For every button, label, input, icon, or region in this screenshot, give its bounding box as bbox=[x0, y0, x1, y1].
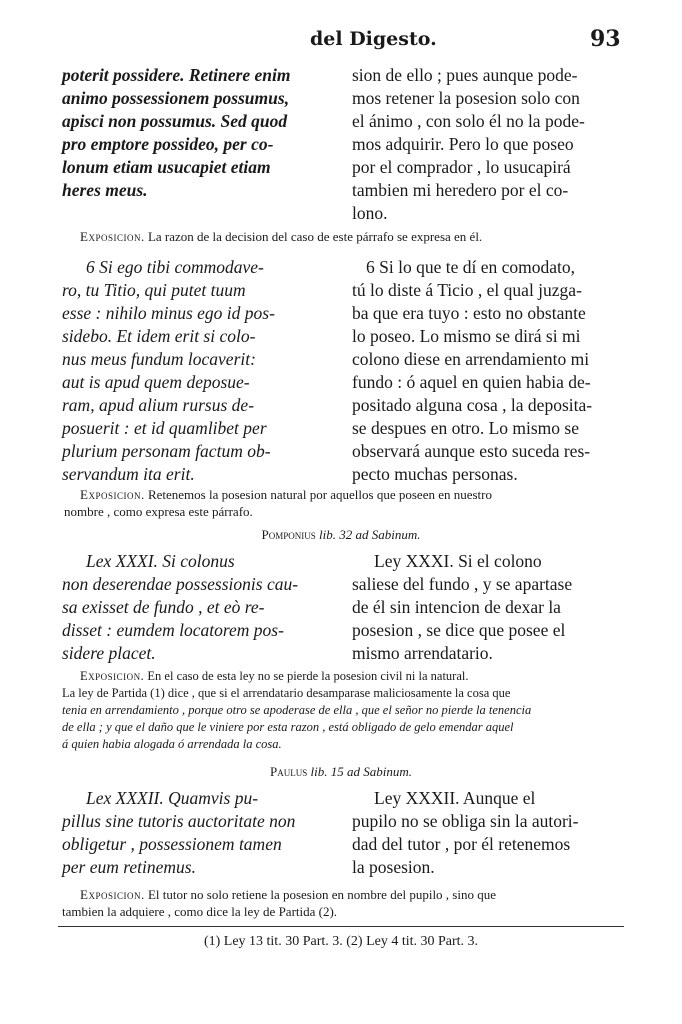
running-title: del Digesto. bbox=[310, 28, 437, 50]
spanish-column-continuation bbox=[352, 64, 622, 225]
latin-line: esse : nihilo minus ego id pos- bbox=[62, 303, 275, 323]
exposicion-label: Exposicion. bbox=[80, 669, 145, 683]
spanish-line: Ley XXXI. Si el colono bbox=[374, 551, 542, 571]
spanish-line: sion de ello ; pues aunque pode- bbox=[352, 65, 578, 85]
spanish-line: tú lo diste á Ticio , el qual juzga- bbox=[352, 280, 582, 300]
spanish-line: observará aunque esto suceda res- bbox=[352, 441, 591, 461]
exposicion-label: Exposicion. bbox=[80, 487, 145, 502]
latin-line: nus meus fundum locaverit: bbox=[62, 349, 256, 369]
source-reference: lib. 32 ad Sabinum. bbox=[319, 527, 421, 542]
spanish-paragraph-6 bbox=[352, 256, 622, 486]
latin-line: animo possessionem possumus, bbox=[62, 88, 290, 108]
exposicion-text: En el caso de esta ley no se pierde la posesion civil ni la natural. bbox=[147, 669, 469, 683]
exposicion-text: de ella ; y que el daño que le viniere por esta razon , está obligado de gelo emendar aquel bbox=[62, 720, 514, 734]
exposicion-2 bbox=[64, 486, 620, 520]
source-citation-1 bbox=[0, 527, 682, 543]
footnote-divider bbox=[58, 926, 624, 927]
spanish-line: mos retener la posesion solo con bbox=[352, 88, 580, 108]
latin-line: sidere placet. bbox=[62, 643, 156, 663]
spanish-line: pupilo no se obliga sin la autori- bbox=[352, 811, 579, 831]
exposicion-label: Exposicion. bbox=[80, 887, 145, 902]
spanish-ley-31 bbox=[352, 550, 622, 665]
latin-line: sidebo. Et idem erit si colo- bbox=[62, 326, 256, 346]
latin-line: aut is apud quem deposue- bbox=[62, 372, 250, 392]
latin-line: Lex XXXII. Quamvis pu- bbox=[86, 788, 259, 808]
spanish-line: la posesion. bbox=[352, 857, 435, 877]
spanish-ley-32 bbox=[352, 787, 622, 879]
latin-line: apisci non possumus. Sed quod bbox=[62, 111, 288, 131]
exposicion-text: La ley de Partida (1) dice , que si el arrendatario desamparase maliciosamente la cosa que bbox=[62, 686, 511, 700]
exposicion-text: El tutor no solo retiene la posesion en nombre del pupilo , sino que bbox=[147, 887, 497, 902]
latin-line: ram, apud alium rursus de- bbox=[62, 395, 255, 415]
exposicion-text: tambien la adquiere , como dice la ley de Partida (2). bbox=[62, 904, 338, 919]
exposicion-text: Retenemos la posesion natural por aquellos que poseen en nuestro bbox=[147, 487, 493, 502]
spanish-line: tambien mi heredero por el co- bbox=[352, 180, 569, 200]
spanish-line: mismo arrendatario. bbox=[352, 643, 493, 663]
latin-paragraph-6 bbox=[62, 256, 334, 486]
spanish-line: lono. bbox=[352, 203, 388, 223]
spanish-line: dad del tutor , por él retenemos bbox=[352, 834, 571, 854]
source-author: Paulus bbox=[270, 764, 308, 779]
exposicion-1 bbox=[80, 228, 620, 245]
spanish-line: de él sin intencion de dexar la bbox=[352, 597, 561, 617]
spanish-line: ba que era tuyo : esto no obstante bbox=[352, 303, 586, 323]
latin-line: posuerit : et id quamlibet per bbox=[62, 418, 267, 438]
spanish-line: mos adquirir. Pero lo que poseo bbox=[352, 134, 574, 154]
spanish-line: lo poseo. Lo mismo se dirá si mi bbox=[352, 326, 581, 346]
spanish-line: colono diese en arrendamiento mi bbox=[352, 349, 590, 369]
source-citation-2 bbox=[0, 764, 682, 780]
latin-line: heres meus. bbox=[62, 180, 148, 200]
latin-line: sa exisset de fundo , et eò re- bbox=[62, 597, 265, 617]
latin-column-continuation bbox=[62, 64, 334, 202]
spanish-line: Ley XXXII. Aunque el bbox=[374, 788, 536, 808]
latin-line: per eum retinemus. bbox=[62, 857, 196, 877]
latin-line: Lex XXXI. Si colonus bbox=[86, 551, 235, 571]
exposicion-text: tenia en arrendamiento , porque otro se apoderase de ella , que el señor no pierde la tenencia bbox=[62, 703, 532, 717]
latin-line: pillus sine tutoris auctoritate non bbox=[62, 811, 296, 831]
source-reference: lib. 15 ad Sabinum. bbox=[310, 764, 412, 779]
exposicion-text: La razon de la decision del caso de este párrafo se expresa en él. bbox=[147, 229, 483, 244]
footnotes: (1) Ley 13 tit. 30 Part. 3. (2) Ley 4 tit. 30 Part. 3. bbox=[203, 934, 479, 949]
exposicion-4 bbox=[62, 886, 620, 920]
exposicion-3 bbox=[62, 668, 620, 753]
spanish-line: posesion , se dice que posee el bbox=[352, 620, 566, 640]
latin-line: 6 Si ego tibi commodave- bbox=[86, 257, 264, 277]
latin-line: disset : eumdem locatorem pos- bbox=[62, 620, 284, 640]
page-number: 93 bbox=[590, 26, 621, 52]
latin-line: non deserendae possessionis cau- bbox=[62, 574, 299, 594]
spanish-line: por el comprador , lo usucapirá bbox=[352, 157, 571, 177]
spanish-line: fundo : ó aquel en quien habia de- bbox=[352, 372, 591, 392]
latin-line: pro emptore possideo, per co- bbox=[62, 134, 274, 154]
spanish-line: el ánimo , con solo él no la pode- bbox=[352, 111, 585, 131]
latin-lex-32 bbox=[62, 787, 334, 879]
latin-line: obligetur , possessionem tamen bbox=[62, 834, 282, 854]
spanish-line: 6 Si lo que te dí en comodato, bbox=[366, 257, 575, 277]
source-author: Pomponius bbox=[261, 527, 316, 542]
spanish-line: saliese del fundo , y se apartase bbox=[352, 574, 573, 594]
latin-line: poterit possidere. Retinere enim bbox=[62, 65, 291, 85]
exposicion-text: á quien habia alogada ó arrendada la cosa. bbox=[62, 737, 282, 751]
latin-line: ro, tu Titio, qui putet tuum bbox=[62, 280, 246, 300]
latin-line: lonum etiam usucapiet etiam bbox=[62, 157, 271, 177]
spanish-line: positado alguna cosa , la deposita- bbox=[352, 395, 593, 415]
latin-lex-31 bbox=[62, 550, 334, 665]
spanish-line: se despues en otro. Lo mismo se bbox=[352, 418, 579, 438]
exposicion-text: nombre , como expresa este párrafo. bbox=[64, 504, 253, 519]
exposicion-label: Exposicion. bbox=[80, 229, 145, 244]
latin-line: servandum ita erit. bbox=[62, 464, 195, 484]
latin-line: plurium personam factum ob- bbox=[62, 441, 271, 461]
running-header bbox=[0, 28, 682, 58]
spanish-line: pecto muchas personas. bbox=[352, 464, 518, 484]
